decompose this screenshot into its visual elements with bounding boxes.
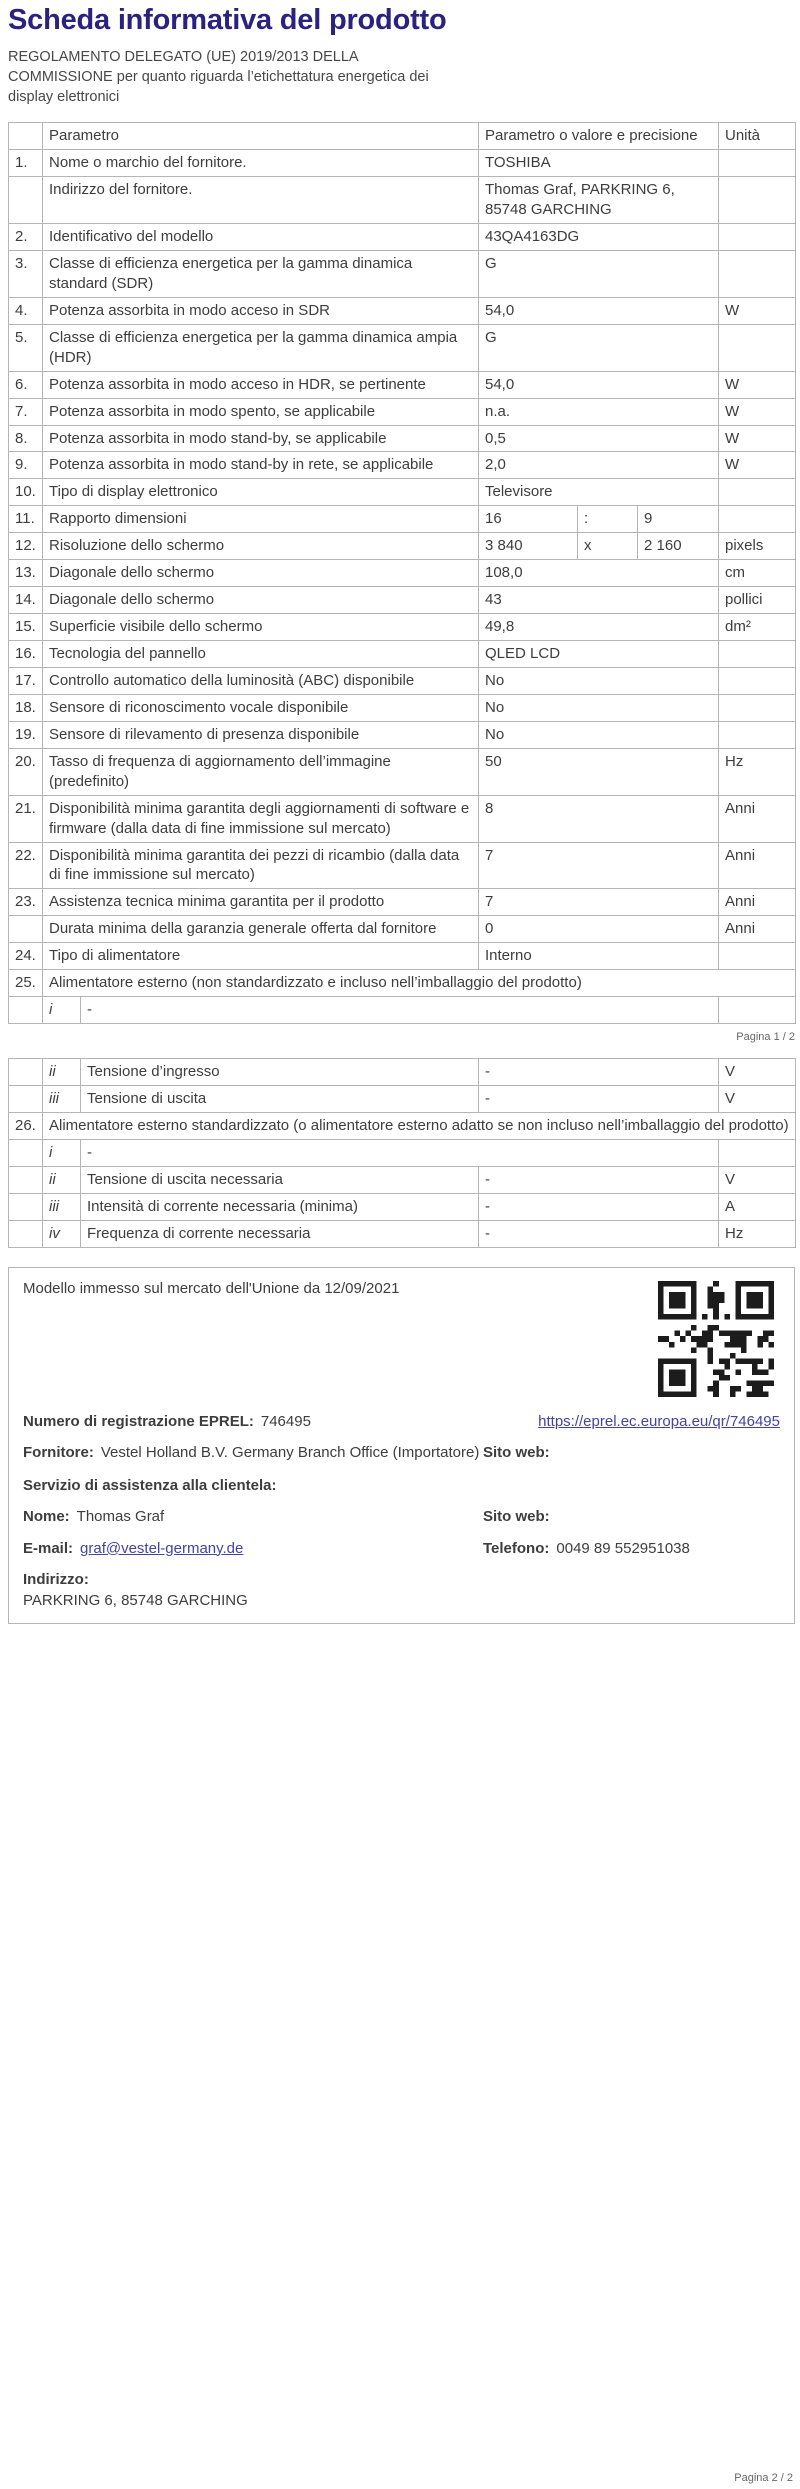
row-unit	[719, 324, 796, 371]
email-link[interactable]: graf@vestel-germany.de	[80, 1539, 244, 1557]
row-number: 10.	[9, 479, 43, 506]
table-row	[9, 1139, 796, 1166]
row-parameter-label: Potenza assorbita in modo stand-by, se applicabile	[43, 425, 479, 452]
row-value: 8	[479, 795, 719, 842]
table-row	[9, 997, 796, 1024]
row-number: 3.	[9, 250, 43, 297]
row-parameter-label: Durata minima della garanzia generale offerta dal fornitore	[43, 916, 479, 943]
row-unit	[719, 721, 796, 748]
table2-body	[9, 1059, 796, 1248]
row-unit: pollici	[719, 587, 796, 614]
row-unit: W	[719, 452, 796, 479]
qr-code-icon	[658, 1281, 776, 1397]
row-value: 7	[479, 889, 719, 916]
table-row	[9, 425, 796, 452]
row-dash-value: -	[81, 1139, 719, 1166]
row-value: TOSHIBA	[479, 150, 719, 177]
table-row	[9, 150, 796, 177]
table-row	[9, 1086, 796, 1113]
row-roman-numeral: i	[43, 1139, 81, 1166]
row-number: 4.	[9, 297, 43, 324]
row-parameter-label: Identificativo del modello	[43, 224, 479, 251]
page2-footer-label: Pagina 2 / 2	[734, 2472, 793, 2484]
row-unit: W	[719, 425, 796, 452]
row-parameter-label: Diagonale dello schermo	[43, 560, 479, 587]
row-parameter-label: Potenza assorbita in modo acceso in SDR	[43, 297, 479, 324]
header-parameter: Parametro	[43, 123, 479, 150]
row-value-second: 2 160	[638, 533, 719, 560]
row-unit: Anni	[719, 916, 796, 943]
table-row	[9, 250, 796, 297]
row-unit: dm²	[719, 614, 796, 641]
eprel-number: 746495	[260, 1412, 311, 1430]
row-parameter-label: Rapporto dimensioni	[43, 506, 479, 533]
row-unit	[719, 150, 796, 177]
table-row	[9, 721, 796, 748]
row-value: 7	[479, 842, 719, 889]
row-value: Thomas Graf, PARKRING 6, 85748 GARCHING	[479, 177, 719, 224]
row-value-first: 16	[479, 506, 578, 533]
row-value: Interno	[479, 943, 719, 970]
row-parameter-label: Disponibilità minima garantita degli aggiornamenti di software e firmware (dalla data di fine immissione sul mercato)	[43, 795, 479, 842]
row-number: 7.	[9, 398, 43, 425]
row-number: 11.	[9, 506, 43, 533]
row-value-second: 9	[638, 506, 719, 533]
row-number: 21.	[9, 795, 43, 842]
row-value: G	[479, 324, 719, 371]
website-label: Sito web:	[483, 1443, 550, 1461]
row-parameter-label: Potenza assorbita in modo stand-by in rete, se applicabile	[43, 452, 479, 479]
row-number: 18.	[9, 694, 43, 721]
row-number	[9, 1166, 43, 1193]
phone-label: Telefono:	[483, 1539, 550, 1557]
phone-number: 0049 89 552951038	[556, 1539, 690, 1557]
row-parameter-label: Tipo di alimentatore	[43, 943, 479, 970]
row-unit	[719, 641, 796, 668]
row-number: 5.	[9, 324, 43, 371]
row-roman-numeral: ii	[43, 1166, 81, 1193]
row-parameter-label: Sensore di riconoscimento vocale disponibile	[43, 694, 479, 721]
row-unit	[719, 224, 796, 251]
row-unit: Anni	[719, 842, 796, 889]
table-row	[9, 641, 796, 668]
row-number	[9, 1193, 43, 1220]
row-value: 108,0	[479, 560, 719, 587]
row-value: 0	[479, 916, 719, 943]
row-value: -	[479, 1193, 719, 1220]
row-number	[9, 1220, 43, 1247]
table-row	[9, 795, 796, 842]
row-value: No	[479, 694, 719, 721]
phone-field	[483, 1539, 780, 1559]
row-unit	[719, 1139, 796, 1166]
row-value-first: 3 840	[479, 533, 578, 560]
supplier-name: Vestel Holland B.V. Germany Branch Office (Importatore)	[100, 1443, 480, 1461]
supplier-info-box	[8, 1267, 795, 1625]
supplier-field	[23, 1443, 483, 1463]
row-parameter-label: Disponibilità minima garantita dei pezzi di ricambio (dalla data di fine immissione sul mercato)	[43, 842, 479, 889]
address-value: PARKRING 6, 85748 GARCHING	[23, 1592, 248, 1610]
row-value: 0,5	[479, 425, 719, 452]
row-parameter-label: Tipo di display elettronico	[43, 479, 479, 506]
row-unit: cm	[719, 560, 796, 587]
row-number: 14.	[9, 587, 43, 614]
row-parameter-label: Superficie visibile dello schermo	[43, 614, 479, 641]
contact-name: Thomas Graf	[76, 1508, 165, 1526]
row-unit: pixels	[719, 533, 796, 560]
row-value: -	[479, 1086, 719, 1113]
row-value: 54,0	[479, 297, 719, 324]
row-number	[9, 1086, 43, 1113]
header-num-cell	[9, 123, 43, 150]
row-unit	[719, 997, 796, 1024]
table-row	[9, 371, 796, 398]
row-unit: A	[719, 1193, 796, 1220]
page1-footer-label: Pagina 1 / 2	[736, 1031, 795, 1044]
row-value: 50	[479, 748, 719, 795]
table-row	[9, 297, 796, 324]
row-number: 8.	[9, 425, 43, 452]
row-number: 23.	[9, 889, 43, 916]
row-value: G	[479, 250, 719, 297]
eprel-registration	[23, 1412, 483, 1432]
parameters-table-page2	[8, 1058, 796, 1248]
parameters-table-page1	[8, 122, 796, 1024]
table-row	[9, 224, 796, 251]
row-roman-numeral: ii	[43, 1059, 81, 1086]
row-unit: Hz	[719, 748, 796, 795]
row-number: 19.	[9, 721, 43, 748]
row-unit	[719, 667, 796, 694]
row-unit: Anni	[719, 889, 796, 916]
row-number	[9, 1059, 43, 1086]
row-number: 9.	[9, 452, 43, 479]
table-row	[9, 943, 796, 970]
row-parameter-label: Indirizzo del fornitore.	[43, 177, 479, 224]
table-row	[9, 560, 796, 587]
row-unit	[719, 479, 796, 506]
row-dash-value: -	[81, 997, 719, 1024]
table-row	[9, 1112, 796, 1139]
row-roman-numeral: iii	[43, 1086, 81, 1113]
row-value: No	[479, 667, 719, 694]
row-parameter-label: Tensione di uscita necessaria	[81, 1166, 479, 1193]
row-value: -	[479, 1220, 719, 1247]
row-unit	[719, 943, 796, 970]
customer-service-label: Servizio di assistenza alla clientela:	[23, 1477, 277, 1495]
row-number: 24.	[9, 943, 43, 970]
row-parameter-label: Risoluzione dello schermo	[43, 533, 479, 560]
row-value-separator: :	[578, 506, 638, 533]
row-parameter-label: Assistenza tecnica minima garantita per il prodotto	[43, 889, 479, 916]
row-number: 1.	[9, 150, 43, 177]
table-row	[9, 479, 796, 506]
table-row	[9, 667, 796, 694]
row-parameter-label: Intensità di corrente necessaria (minima)	[81, 1193, 479, 1220]
row-value: Televisore	[479, 479, 719, 506]
row-unit: W	[719, 371, 796, 398]
eprel-label: Numero di registrazione EPREL:	[23, 1412, 254, 1430]
row-parameter-label: Classe di efficienza energetica per la gamma dinamica standard (SDR)	[43, 250, 479, 297]
row-parameter-label: Potenza assorbita in modo acceso in HDR, se pertinente	[43, 371, 479, 398]
row-unit: W	[719, 297, 796, 324]
row-number: 2.	[9, 224, 43, 251]
website2-label: Sito web:	[483, 1508, 550, 1526]
row-number	[9, 1139, 43, 1166]
page-title: Scheda informativa del prodotto	[8, 4, 447, 36]
table-row	[9, 694, 796, 721]
market-date-text: Modello immesso sul mercato dell'Unione da 12/09/2021	[23, 1279, 400, 1297]
row-unit: Hz	[719, 1220, 796, 1247]
row-unit	[719, 250, 796, 297]
header-value: Parametro o valore e precisione	[479, 123, 719, 150]
row-number: 13.	[9, 560, 43, 587]
row-number: 16.	[9, 641, 43, 668]
row-number: 25.	[9, 970, 43, 997]
row-parameter-label: Controllo automatico della luminosità (ABC) disponibile	[43, 667, 479, 694]
row-number	[9, 177, 43, 224]
row-unit: Anni	[719, 795, 796, 842]
table-header-row	[9, 123, 796, 150]
row-value: n.a.	[479, 398, 719, 425]
name-label: Nome:	[23, 1508, 70, 1526]
row-unit: V	[719, 1086, 796, 1113]
row-parameter-label: Frequenza di corrente necessaria	[81, 1220, 479, 1247]
row-number	[9, 916, 43, 943]
row-roman-numeral: iv	[43, 1220, 81, 1247]
row-parameter-label: Tasso di frequenza di aggiornamento dell’immagine (predefinito)	[43, 748, 479, 795]
table-row	[9, 1059, 796, 1086]
row-number: 6.	[9, 371, 43, 398]
table-row	[9, 614, 796, 641]
row-spanning-label: Alimentatore esterno standardizzato (o alimentatore esterno adatto se non incluso nell’imballaggio del prodotto)	[43, 1112, 796, 1139]
table-row	[9, 916, 796, 943]
supplier-label: Fornitore:	[23, 1443, 94, 1461]
table-row	[9, 1193, 796, 1220]
row-roman-numeral: iii	[43, 1193, 81, 1220]
row-number: 22.	[9, 842, 43, 889]
row-unit: V	[719, 1166, 796, 1193]
row-parameter-label: Classe di efficienza energetica per la gamma dinamica ampia (HDR)	[43, 324, 479, 371]
table-row	[9, 398, 796, 425]
row-unit	[719, 694, 796, 721]
row-parameter-label: Tensione d’ingresso	[81, 1059, 479, 1086]
email-field	[23, 1539, 483, 1559]
table1-body	[9, 150, 796, 1024]
row-spanning-label: Alimentatore esterno (non standardizzato e incluso nell’imballaggio del prodotto)	[43, 970, 796, 997]
regulation-subtitle: REGOLAMENTO DELEGATO (UE) 2019/2013 DELLA COMMISSIONE per quanto riguarda l’etichettatura energetica dei display elettronici	[8, 49, 429, 106]
table-row	[9, 506, 796, 533]
row-parameter-label: Sensore di rilevamento di presenza disponibile	[43, 721, 479, 748]
row-unit: V	[719, 1059, 796, 1086]
row-value-separator: x	[578, 533, 638, 560]
row-number: 12.	[9, 533, 43, 560]
eprel-qr-link[interactable]: https://eprel.ec.europa.eu/qr/746495	[538, 1412, 780, 1430]
row-value: 49,8	[479, 614, 719, 641]
row-value: QLED LCD	[479, 641, 719, 668]
row-unit	[719, 506, 796, 533]
row-roman-numeral: i	[43, 997, 81, 1024]
row-unit: W	[719, 398, 796, 425]
row-value: 43QA4163DG	[479, 224, 719, 251]
row-number: 17.	[9, 667, 43, 694]
table-row	[9, 889, 796, 916]
table-row	[9, 1220, 796, 1247]
row-value: 54,0	[479, 371, 719, 398]
address-label: Indirizzo:	[23, 1570, 89, 1588]
row-parameter-label: Tecnologia del pannello	[43, 641, 479, 668]
table-row	[9, 324, 796, 371]
table-row	[9, 842, 796, 889]
row-number: 20.	[9, 748, 43, 795]
table-row	[9, 748, 796, 795]
row-parameter-label: Tensione di uscita	[81, 1086, 479, 1113]
contact-name-field	[23, 1507, 483, 1527]
table-row	[9, 587, 796, 614]
row-value: -	[479, 1166, 719, 1193]
table-row	[9, 533, 796, 560]
row-parameter-label: Diagonale dello schermo	[43, 587, 479, 614]
table-row	[9, 1166, 796, 1193]
row-number: 26.	[9, 1112, 43, 1139]
row-value: No	[479, 721, 719, 748]
row-unit	[719, 177, 796, 224]
row-value: -	[479, 1059, 719, 1086]
email-label: E-mail:	[23, 1539, 74, 1557]
header-unit: Unità	[719, 123, 796, 150]
row-parameter-label: Nome o marchio del fornitore.	[43, 150, 479, 177]
row-number: 15.	[9, 614, 43, 641]
table-row	[9, 177, 796, 224]
table-row	[9, 452, 796, 479]
row-value: 2,0	[479, 452, 719, 479]
row-parameter-label: Potenza assorbita in modo spento, se applicabile	[43, 398, 479, 425]
table-row	[9, 970, 796, 997]
row-number	[9, 997, 43, 1024]
row-value: 43	[479, 587, 719, 614]
